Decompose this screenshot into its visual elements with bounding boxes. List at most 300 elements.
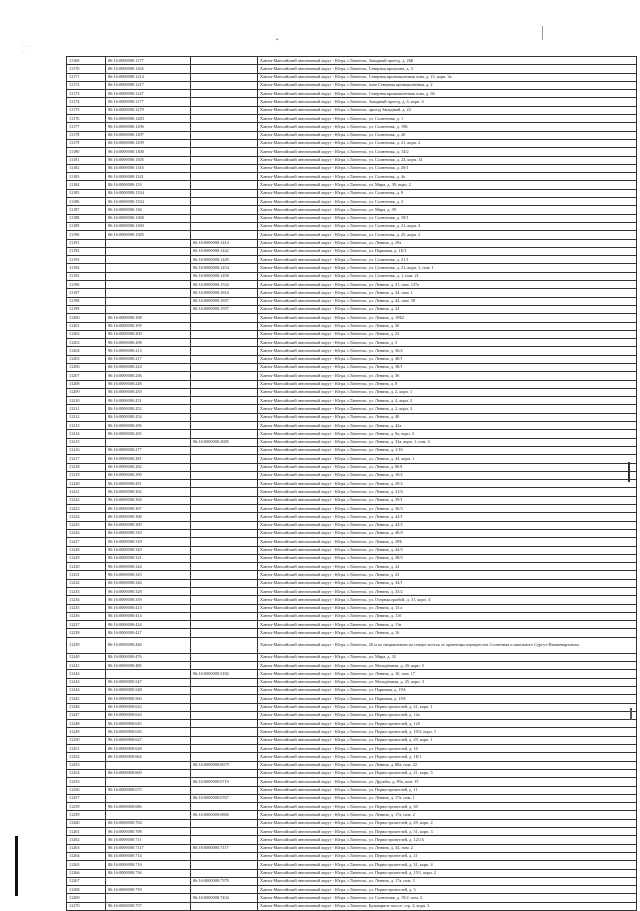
address-cell: Ханты-Мансийский автономный округ - Югра, г.Лангепас, ул. Ленина, д. 34, пом. 1	[258, 289, 637, 297]
cadastral-number-cell: 86:16:0000000:560	[106, 695, 191, 703]
cadastral-number-cell	[106, 281, 191, 289]
address-cell: Ханты-Мансийский автономный округ - Югра, г.Лангепас, ул. Солнечная, д. 19Б	[258, 123, 637, 131]
fold-mark	[542, 26, 543, 40]
row-number: 11224	[67, 513, 106, 521]
table-row	[67, 430, 637, 438]
table-row	[67, 612, 637, 620]
address-cell: Ханты-Мансийский автономный округ - Югра, г.Лангепас, ул. Мира, д. 39, корп. 2	[258, 181, 637, 189]
address-cell: Ханты-Мансийский автономный округ - Югра, г.Лангепас, ул. Первостроителей, д. 1Б/1	[258, 753, 637, 761]
room-cadastral-number-cell	[191, 471, 258, 479]
room-cadastral-number-cell	[191, 388, 258, 396]
room-cadastral-number-cell: 86:16:0000000:1534	[191, 281, 258, 289]
address-cell: Ханты-Мансийский автономный округ - Югра, г.Лангепас, ул. Ленина, д. 30	[258, 322, 637, 330]
row-number: 11240	[67, 653, 106, 661]
address-cell: Ханты-Мансийский автономный округ - Югра, г.Лангепас, ул. Ленина, д. 29/2	[258, 480, 637, 488]
address-cell: Ханты-Мансийский автономный округ - Югра, г.Лангепас, Бульварное шоссе, стр. 2, корп. 3	[258, 902, 637, 910]
address-cell: Ханты-Мансийский автономный округ - Югра, г.Лангепас, ул. Ленина, д. 8	[258, 380, 637, 388]
row-number: 11176	[67, 115, 106, 123]
cadastral-number-cell: 86:16:0000000:321	[106, 554, 191, 562]
cadastral-number-cell: 86:16:0000000:304	[106, 496, 191, 504]
room-cadastral-number-cell	[191, 422, 258, 430]
row-number: 11184	[67, 181, 106, 189]
row-number: 11258	[67, 803, 106, 811]
cadastral-number-cell: 86:16:0000000:291	[106, 480, 191, 488]
row-number: 11209	[67, 388, 106, 396]
room-cadastral-number-cell	[191, 496, 258, 504]
row-number: 11197	[67, 289, 106, 297]
address-cell: Ханты-Мансийский автономный округ - Югра, г.Лангепас, ул. Первостроителей, д. 12б	[258, 720, 637, 728]
table-row	[67, 588, 637, 596]
table-row	[67, 521, 637, 529]
address-cell: Ханты-Мансийский автономный округ - Югра, г.Лангепас, ул. Ленина, д. 40/1	[258, 355, 637, 363]
address-cell: Ханты-Мансийский автономный округ - Югра, г.Лангепас, ул. Солнечная, д. 2	[258, 198, 637, 206]
cadastral-number-cell	[106, 305, 191, 313]
room-cadastral-number-cell	[191, 222, 258, 230]
cadastral-number-cell: 86:16:0000000:136	[106, 206, 191, 214]
room-cadastral-number-cell	[191, 529, 258, 537]
row-number: 11246	[67, 703, 106, 711]
room-cadastral-number-cell	[191, 861, 258, 869]
address-cell: Ханты-Мансийский автономный округ - Югра, г.Лангепас, ул. Ленина, д. 4, корп. 2	[258, 397, 637, 405]
cadastral-number-cell: 86:16:0000000:669	[106, 769, 191, 777]
row-number: 11236	[67, 612, 106, 620]
cadastral-number-cell: 86:16:0000000:1385	[106, 231, 191, 239]
room-cadastral-number-cell: 86:16:0000000:1414	[191, 239, 258, 247]
row-number: 11243	[67, 678, 106, 686]
room-cadastral-number-cell	[191, 513, 258, 521]
cadastral-number-cell: 86:16:0000000:328	[106, 588, 191, 596]
row-number: 11234	[67, 596, 106, 604]
table-row	[67, 596, 637, 604]
room-cadastral-number-cell	[191, 372, 258, 380]
row-number: 11257	[67, 794, 106, 802]
address-cell: Ханты-Мансийский автономный округ - Югра, г.Лангепас, ул. Ленина, д. 11в	[258, 621, 637, 629]
table-row	[67, 794, 637, 802]
cadastral-number-cell	[106, 289, 191, 297]
table-row	[67, 98, 637, 106]
table-row	[67, 57, 637, 65]
cadastral-number-cell: 86:16:0000000:446	[106, 637, 191, 653]
address-cell: Ханты-Мансийский автономный округ - Югра, г.Лангепас, ул. Мира, д. 39	[258, 206, 637, 214]
room-cadastral-number-cell	[191, 546, 258, 554]
room-cadastral-number-cell	[191, 836, 258, 844]
cadastral-number-cell: 86:16:0000000:1279	[106, 106, 191, 114]
table-row	[67, 115, 637, 123]
room-cadastral-number-cell	[191, 828, 258, 836]
table-row	[67, 139, 637, 147]
row-number: 11186	[67, 198, 106, 206]
table-row	[67, 745, 637, 753]
room-cadastral-number-cell	[191, 380, 258, 388]
table-row	[67, 662, 637, 670]
room-cadastral-number-cell	[191, 98, 258, 106]
row-number: 11198	[67, 297, 106, 305]
cadastral-number-cell: 86:16:0000000:1214	[106, 73, 191, 81]
address-cell: Ханты-Мансийский автономный округ - Югра, г.Лангепас, ул. Первостроителей, д. 3	[258, 886, 637, 894]
table-row	[67, 471, 637, 479]
table-row	[67, 198, 637, 206]
cadastral-number-cell: 86:16:0000000:1334	[106, 189, 191, 197]
table-row	[67, 405, 637, 413]
table-row	[67, 256, 637, 264]
room-cadastral-number-cell	[191, 339, 258, 347]
row-number: 11218	[67, 463, 106, 471]
address-cell: Ханты-Мансийский автономный округ - Югра, г.Лангепас, ул. Ленина, д. 42/3	[258, 546, 637, 554]
address-cell: Ханты-Мансийский автономный округ - Югра, г.Лангепас, ул. Ленина, д. 42/2	[258, 521, 637, 529]
table-row	[67, 803, 637, 811]
room-cadastral-number-cell	[191, 769, 258, 777]
room-cadastral-number-cell	[191, 703, 258, 711]
address-cell: Ханты-Мансийский автономный округ - Югра, г.Лангепас, ул. Солнечная, д. 21/1	[258, 256, 637, 264]
table-row	[67, 214, 637, 222]
table-row	[67, 488, 637, 496]
row-number: 11179	[67, 139, 106, 147]
room-cadastral-number-cell: 86:16:0000000:1616	[191, 289, 258, 297]
row-number: 11204	[67, 347, 106, 355]
table-row	[67, 711, 637, 719]
row-number: 11244	[67, 686, 106, 694]
table-row	[67, 206, 637, 214]
table-row	[67, 372, 637, 380]
room-cadastral-number-cell: 86:16:0000000:7434	[191, 894, 258, 902]
cadastral-number-cell: 86:16:0000000:1177	[106, 98, 191, 106]
cadastral-number-cell: 86:16:0000000:1368	[106, 214, 191, 222]
room-cadastral-number-cell	[191, 637, 258, 653]
address-cell: Ханты-Мансийский автономный округ - Югра, г.Лангепас, ул. Ленина, д. 34/1	[258, 579, 637, 587]
table-row	[67, 604, 637, 612]
room-cadastral-number-cell	[191, 554, 258, 562]
row-number: 11194	[67, 264, 106, 272]
cadastral-number-cell: 86:16:0000000:627	[106, 736, 191, 744]
table-row	[67, 703, 637, 711]
table-row	[67, 819, 637, 827]
table-row	[67, 811, 637, 819]
address-cell: Ханты-Мансийский автономный округ - Югра, г.Лангепас, ул. Солнечная, д. 21, корп. 4	[258, 222, 637, 230]
cadastral-number-cell	[106, 811, 191, 819]
row-number: 11171	[67, 73, 106, 81]
cadastral-number-cell: 86:16:0000000:424	[106, 621, 191, 629]
table-row	[67, 579, 637, 587]
row-number: 11245	[67, 695, 106, 703]
cadastral-number-cell: 86:16:0000000:704	[106, 819, 191, 827]
row-number: 11266	[67, 869, 106, 877]
room-cadastral-number-cell	[191, 686, 258, 694]
table-row	[67, 148, 637, 156]
row-number: 11193	[67, 256, 106, 264]
room-cadastral-number-cell	[191, 803, 258, 811]
address-cell: Ханты-Мансийский автономный округ - Югра, г.Лангепас, ул. Первостроителей, д. 21	[258, 852, 637, 860]
cadastral-number-cell: 86:16:0000000:310	[106, 529, 191, 537]
table-row	[67, 181, 637, 189]
row-number: 11227	[67, 538, 106, 546]
address-cell: Ханты-Мансийский автономный округ - Югра, г.Лангепас, ул. Ленина, д. 17а, пом. 2	[258, 811, 637, 819]
row-number: 11250	[67, 736, 106, 744]
address-cell: Ханты-Мансийский автономный округ - Югра, г.Лангепас, ул. Первостроителей, д. 12/1А	[258, 836, 637, 844]
cadastral-register-table	[66, 56, 637, 911]
row-number: 11205	[67, 355, 106, 363]
cadastral-number-cell: 86:16:0000000:326	[106, 579, 191, 587]
table-row	[67, 869, 637, 877]
cadastral-number-cell: 86:16:0000000:208	[106, 339, 191, 347]
table-row	[67, 695, 637, 703]
address-cell: Ханты-Мансийский автономный округ - Югра, г.Лангепас, ул. Ленина, д. 2, корп. 3	[258, 405, 637, 413]
cadastral-number-cell: 86:16:0000000:1354	[106, 198, 191, 206]
room-cadastral-number-cell	[191, 413, 258, 421]
address-cell: Ханты-Мансийский автономный округ - Югра, г.Лангепас, ул. Ленина, д. 16	[258, 629, 637, 637]
cadastral-number-cell: 86:16:0000000:739	[106, 886, 191, 894]
table-row	[67, 455, 637, 463]
address-cell: Ханты-Мансийский автономный округ - Югра, г.Лангепас, ул. Ленина, д. 24	[258, 563, 637, 571]
table-row	[67, 297, 637, 305]
cadastral-number-cell	[106, 794, 191, 802]
room-cadastral-number-cell	[191, 728, 258, 736]
table-row	[67, 769, 637, 777]
table-row	[67, 877, 637, 885]
cadastral-number-cell: 86:16:0000000:736	[106, 869, 191, 877]
table-row	[67, 861, 637, 869]
room-cadastral-number-cell: 86:16:0000000:1454	[191, 264, 258, 272]
room-cadastral-number-cell	[191, 73, 258, 81]
row-number: 11172	[67, 81, 106, 89]
table-row	[67, 264, 637, 272]
address-cell: Ханты-Мансийский автономный округ - Югра, г.Лангепас, ул. Солнечная, д. 1	[258, 115, 637, 123]
cadastral-number-cell: 86:16:0000000:1321	[106, 173, 191, 181]
cadastral-number-cell: 86:16:0000000:628	[106, 745, 191, 753]
table-row	[67, 106, 637, 114]
address-cell: Ханты-Мансийский автономный округ - Югра, г.Лангепас, ул. Ленина, д. 36	[258, 372, 637, 380]
address-cell: Ханты-Мансийский автономный округ - Югра, г.Лангепас, ул. Ленина, д. 38/1	[258, 363, 637, 371]
room-cadastral-number-cell	[191, 57, 258, 65]
table-row	[67, 231, 637, 239]
address-cell: Ханты-Мансийский автономный округ - Югра, г.Лангепас, ул. Первостроителей, д. 31, корп. 3	[258, 828, 637, 836]
room-cadastral-number-cell	[191, 588, 258, 596]
cadastral-number-cell	[106, 256, 191, 264]
room-cadastral-number-cell: 86:16:0000000:1637	[191, 297, 258, 305]
table-row	[67, 347, 637, 355]
table-row	[67, 496, 637, 504]
address-cell: Ханты-Мансийский автономный округ - Югра, г.Лангепас, ул. Первостроителей, д. 16	[258, 745, 637, 753]
address-cell: Ханты-Мансийский автономный округ - Югра, г.Лангепас, ул. Ленина, д. 31/4	[258, 488, 637, 496]
row-number: 11220	[67, 480, 106, 488]
address-cell: Ханты-Мансийский автономный округ - Югра, г.Лангепас, ул. Первостроителей, д. 15/1, корп. 2	[258, 869, 637, 877]
cadastral-number-cell: 86:16:0000000:254	[106, 413, 191, 421]
table-row	[67, 902, 637, 910]
row-number: 11267	[67, 877, 106, 885]
cadastral-number-cell	[106, 247, 191, 255]
margin-speckles: · · · · ·	[22, 44, 31, 56]
cadastral-number-cell: 86:16:0000000:413	[106, 604, 191, 612]
cadastral-number-cell: 86:16:0000000:281	[106, 455, 191, 463]
room-cadastral-number-cell	[191, 156, 258, 164]
cadastral-number-cell: 86:16:0000000:716	[106, 861, 191, 869]
cadastral-number-cell: 86:16:0000000:708	[106, 828, 191, 836]
cadastral-number-cell: 86:16:0000000:307	[106, 505, 191, 513]
row-number: 11215	[67, 438, 106, 446]
address-cell: Ханты-Мансийский автономный округ - Югра, г.Лангепас, Западный проезд, д. 26Б	[258, 57, 637, 65]
cadastral-number-cell: 86:16:0000000:325	[106, 571, 191, 579]
cadastral-number-cell: 86:16:0000000:308	[106, 513, 191, 521]
address-cell: Ханты-Мансийский автономный округ - Югра, г.Лангепас, ул. Парковая, д. 19А	[258, 695, 637, 703]
row-number: 11170	[67, 65, 106, 73]
cadastral-number-cell: 86:16:0000000:339	[106, 596, 191, 604]
table-row	[67, 173, 637, 181]
cadastral-number-cell: 86:16:0000000:476	[106, 653, 191, 661]
left-margin-bar	[15, 836, 18, 896]
room-cadastral-number-cell: 86:16:0000000:7379	[191, 877, 258, 885]
cadastral-number-cell: 86:16:0000000:548	[106, 686, 191, 694]
cadastral-number-cell: 86:16:0000000:309	[106, 521, 191, 529]
room-cadastral-number-cell	[191, 131, 258, 139]
room-cadastral-number-cell	[191, 480, 258, 488]
row-number: 11187	[67, 206, 106, 214]
room-cadastral-number-cell	[191, 505, 258, 513]
table-row	[67, 563, 637, 571]
room-cadastral-number-cell	[191, 198, 258, 206]
cadastral-number-cell: 86:16:0000000:1177	[106, 57, 191, 65]
cadastral-number-cell: 86:16:0000000:324	[106, 563, 191, 571]
address-cell: Ханты-Мансийский автономный округ - Югра, г.Лангепас, ул. Ленина, д. 13 а	[258, 604, 637, 612]
address-cell: Ханты-Мансийский автономный округ - Югра, г.Лангепас, ул. Солнечная, д. 20/1	[258, 164, 637, 172]
address-cell: Ханты-Мансийский автономный округ - Югра, г.Лангепас, ул. Ленина, д. 36/2	[258, 347, 637, 355]
address-cell: Ханты-Мансийский автономный округ - Югра, г.Лангепас, ул. Ленина, д. 2, корп. 1	[258, 388, 637, 396]
cadastral-number-cell: 86:16:0000000:256	[106, 422, 191, 430]
table-row	[67, 678, 637, 686]
row-number: 11262	[67, 836, 106, 844]
room-cadastral-number-cell	[191, 148, 258, 156]
address-cell: Ханты-Мансийский автономный округ - Югра, г.Лангепас, ул. Солнечная, д. 21, корп. 1, пом. 1	[258, 264, 637, 272]
address-cell: Ханты-Мансийский автономный округ - Югра, г.Лангепас, ул. Ленина, д. 42, корп. 1	[258, 455, 637, 463]
room-cadastral-number-cell	[191, 819, 258, 827]
cadastral-number-cell	[106, 894, 191, 902]
room-cadastral-number-cell	[191, 173, 258, 181]
row-number: 11252	[67, 753, 106, 761]
row-number: 11248	[67, 720, 106, 728]
address-cell: Ханты-Мансийский автономный округ - Югра, г.Лангепас, ул. Первостроителей, д. 29, корп. 2	[258, 819, 637, 827]
address-cell: Ханты-Мансийский автономный округ - Югра, г.Лангепас, ул. Ленина, д. 23	[258, 571, 637, 579]
table-row	[67, 554, 637, 562]
cadastral-number-cell: 86:16:0000000:664	[106, 753, 191, 761]
address-cell: Ханты-Мансийский автономный округ - Югра, г.Лангепас, Северная промышленная зона, д. 36	[258, 90, 637, 98]
table-row	[67, 363, 637, 371]
cadastral-number-cell	[106, 761, 191, 769]
room-cadastral-number-cell	[191, 886, 258, 894]
address-cell: Ханты-Мансийский автономный округ - Югра, г.Лангепас, ул. Ленина, д. 39/1	[258, 496, 637, 504]
table-row	[67, 123, 637, 131]
cadastral-number-cell: 86:16:0000000:711	[106, 836, 191, 844]
cadastral-number-cell: 86:16:0000000:251	[106, 397, 191, 405]
address-cell: Ханты-Мансийский автономный округ - Югра, г.Лангепас, ул. Ленина, д. 42а	[258, 422, 637, 430]
address-cell: Ханты-Мансийский автономный округ - Югра, г.Лангепас, Северная промышленная зона, д. 15, корп. 3а	[258, 73, 637, 81]
cadastral-number-cell: 86:16:0000000:1247	[106, 90, 191, 98]
cadastral-number-cell	[106, 239, 191, 247]
address-cell: Ханты-Мансийский автономный округ - Югра, г.Лангепас, ул. Солнечная, д. 4а	[258, 173, 637, 181]
table-row	[67, 852, 637, 860]
row-number: 11232	[67, 579, 106, 587]
room-cadastral-number-cell	[191, 231, 258, 239]
row-number: 11200	[67, 314, 106, 322]
room-cadastral-number-cell: 86:16:0000000:1937	[191, 305, 258, 313]
room-cadastral-number-cell	[191, 330, 258, 338]
row-number: 11230	[67, 563, 106, 571]
cadastral-number-cell: 86:16:0000000:224	[106, 363, 191, 371]
table-row	[67, 330, 637, 338]
row-number: 11189	[67, 222, 106, 230]
table-row	[67, 189, 637, 197]
row-number: 11212	[67, 413, 106, 421]
address-cell: Ханты-Мансийский автономный округ - Югра, г.Лангепас, ул. Ленина, д. 38/3	[258, 554, 637, 562]
room-cadastral-number-cell	[191, 786, 258, 794]
table-row	[67, 355, 637, 363]
room-cadastral-number-cell	[191, 720, 258, 728]
cadastral-number-cell: 86:16:0000000:290	[106, 471, 191, 479]
table-row	[67, 894, 637, 902]
table-row	[67, 305, 637, 313]
cadastral-number-cell: 86:16:0000000:757	[106, 902, 191, 910]
row-number: 11219	[67, 471, 106, 479]
table-row	[67, 778, 637, 786]
room-cadastral-number-cell	[191, 397, 258, 405]
room-cadastral-number-cell	[191, 65, 258, 73]
cadastral-number-cell: 86:16:0000000:1369	[106, 222, 191, 230]
row-number: 11185	[67, 189, 106, 197]
row-number: 11229	[67, 554, 106, 562]
table-row	[67, 388, 637, 396]
row-number: 11217	[67, 455, 106, 463]
table-row	[67, 397, 637, 405]
table-row	[67, 289, 637, 297]
table-row	[67, 239, 637, 247]
row-number: 11182	[67, 164, 106, 172]
cadastral-number-cell: 86:16:0000000:427	[106, 629, 191, 637]
row-number: 11223	[67, 505, 106, 513]
room-cadastral-number-cell	[191, 405, 258, 413]
address-cell: Ханты-Мансийский автономный округ - Югра, г.Лангепас, ул. Первостроителей, д. 29, корп. 1	[258, 736, 637, 744]
cadastral-number-cell: 86:16:0000000:248	[106, 380, 191, 388]
address-cell: Ханты-Мансийский автономный округ - Югра, г.Лангепас, ул. Ленина, д. 9а, корп. 3	[258, 430, 637, 438]
room-cadastral-number-cell	[191, 612, 258, 620]
address-cell: Ханты-Мансийский автономный округ - Югра, г.Лангепас, ул. Молодёжная, д. 2б, корп. 5	[258, 662, 637, 670]
cadastral-number-cell: 86:16:0000000:250	[106, 388, 191, 396]
room-cadastral-number-cell: 86:16:0000000:5182	[191, 670, 258, 678]
cadastral-number-cell: 86:16:0000000:277	[106, 446, 191, 454]
room-cadastral-number-cell	[191, 753, 258, 761]
cadastral-number-cell: 86:16:0000000:199	[106, 322, 191, 330]
room-cadastral-number-cell	[191, 139, 258, 147]
room-cadastral-number-cell	[191, 653, 258, 661]
row-number: 11225	[67, 521, 106, 529]
cadastral-number-cell: 86:16:0000000:265	[106, 430, 191, 438]
row-number: 11263	[67, 844, 106, 852]
row-number: 11195	[67, 272, 106, 280]
row-number: 11239	[67, 637, 106, 653]
row-number: 11191	[67, 239, 106, 247]
room-cadastral-number-cell	[191, 430, 258, 438]
address-cell: Ханты-Мансийский автономный округ - Югра, г.Лангепас, ул. Солнечная, д. 19/1	[258, 214, 637, 222]
row-number: 11222	[67, 496, 106, 504]
row-number: 11259	[67, 811, 106, 819]
table-row	[67, 844, 637, 852]
row-number: 11264	[67, 852, 106, 860]
room-cadastral-number-cell	[191, 347, 258, 355]
room-cadastral-number-cell	[191, 579, 258, 587]
address-cell: Ханты-Мансийский автономный округ - Югра, г.Лангепас, ул. Ленина, д. 36/3	[258, 505, 637, 513]
cadastral-number-cell: 86:16:0000000:217	[106, 355, 191, 363]
row-number: 11254	[67, 769, 106, 777]
room-cadastral-number-cell	[191, 90, 258, 98]
table-row	[67, 65, 637, 73]
room-cadastral-number-cell	[191, 629, 258, 637]
table-row	[67, 413, 637, 421]
